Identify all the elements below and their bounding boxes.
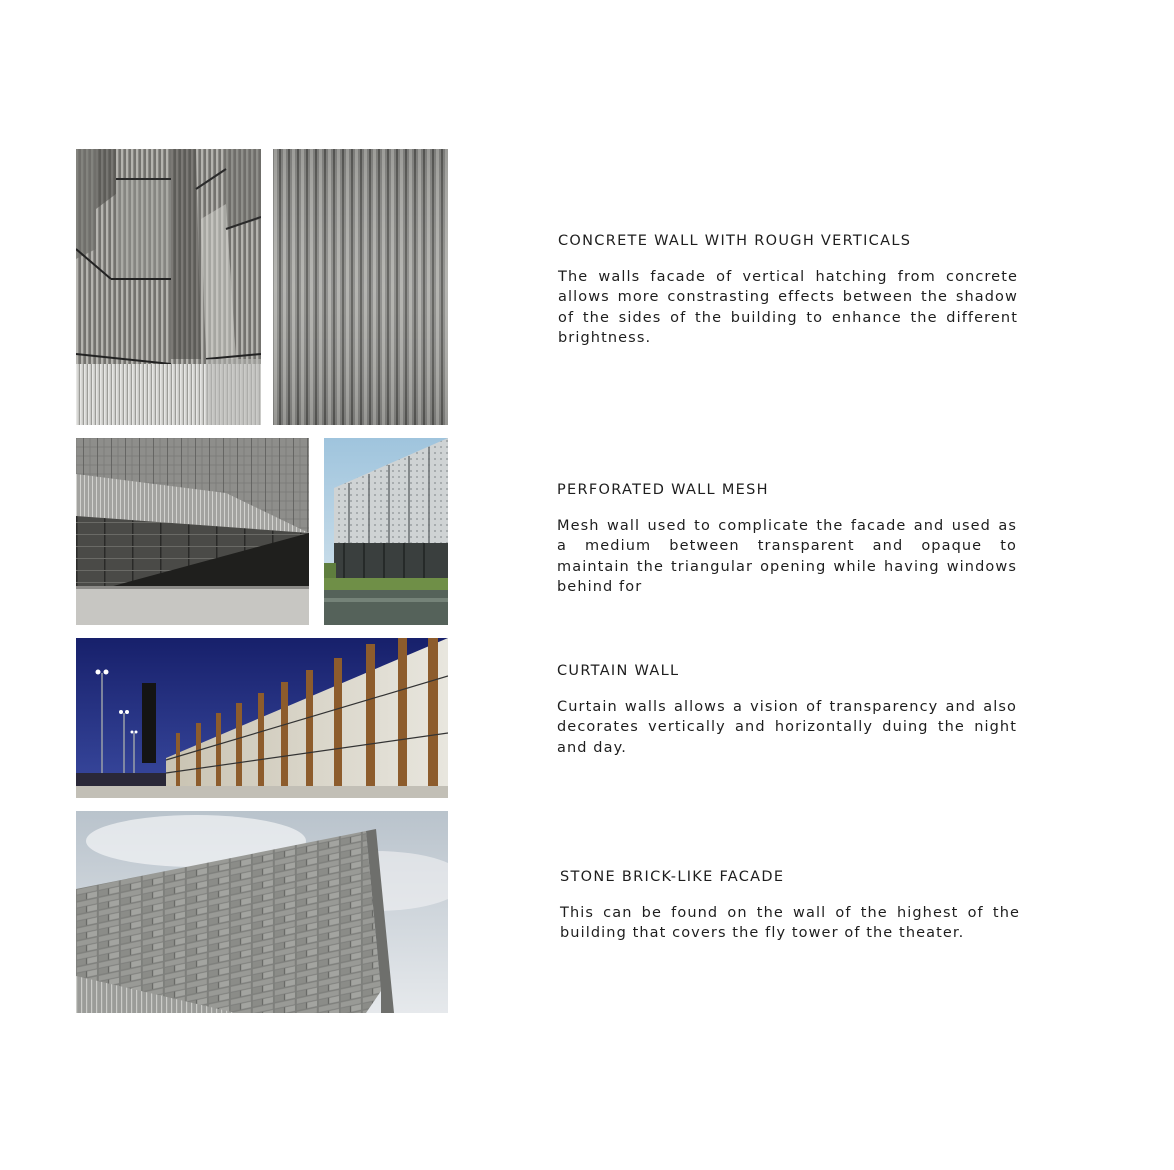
section-stone-brick	[560, 869, 1020, 944]
section-body: This can be found on the wall of the highest of the building that covers the fly tower of the theater.	[560, 905, 1020, 942]
section-heading: STONE BRICK-LIKE FACADE	[560, 869, 785, 885]
perforated-mesh-facade-photo	[76, 438, 309, 625]
concrete-wall-photo-folded	[76, 149, 261, 425]
section-curtain-wall	[557, 663, 1017, 758]
section-concrete-wall	[558, 233, 1018, 348]
mesh-building-waterfront-photo	[324, 438, 448, 625]
curtain-wall-night-photo	[76, 638, 448, 798]
section-body: Mesh wall used to complicate the facade and used as a medium between transparent and opaque to maintain the triangular opening while having windows behind for	[557, 518, 1017, 595]
section-heading: CURTAIN WALL	[557, 663, 680, 679]
section-perforated-mesh	[557, 482, 1017, 597]
section-heading: PERFORATED WALL MESH	[557, 482, 769, 498]
section-heading: CONCRETE WALL WITH ROUGH VERTICALS	[558, 233, 912, 249]
section-body: Curtain walls allows a vision of transparency and also decorates vertically and horizontally duing the night and day.	[557, 699, 1017, 756]
stone-brick-facade-photo	[76, 811, 448, 1013]
concrete-ribs-closeup-photo	[273, 149, 448, 425]
section-body: The walls facade of vertical hatching from concrete allows more constrasting effects between the shadow of the sides of the building to enhance the different brightness.	[558, 269, 1018, 346]
